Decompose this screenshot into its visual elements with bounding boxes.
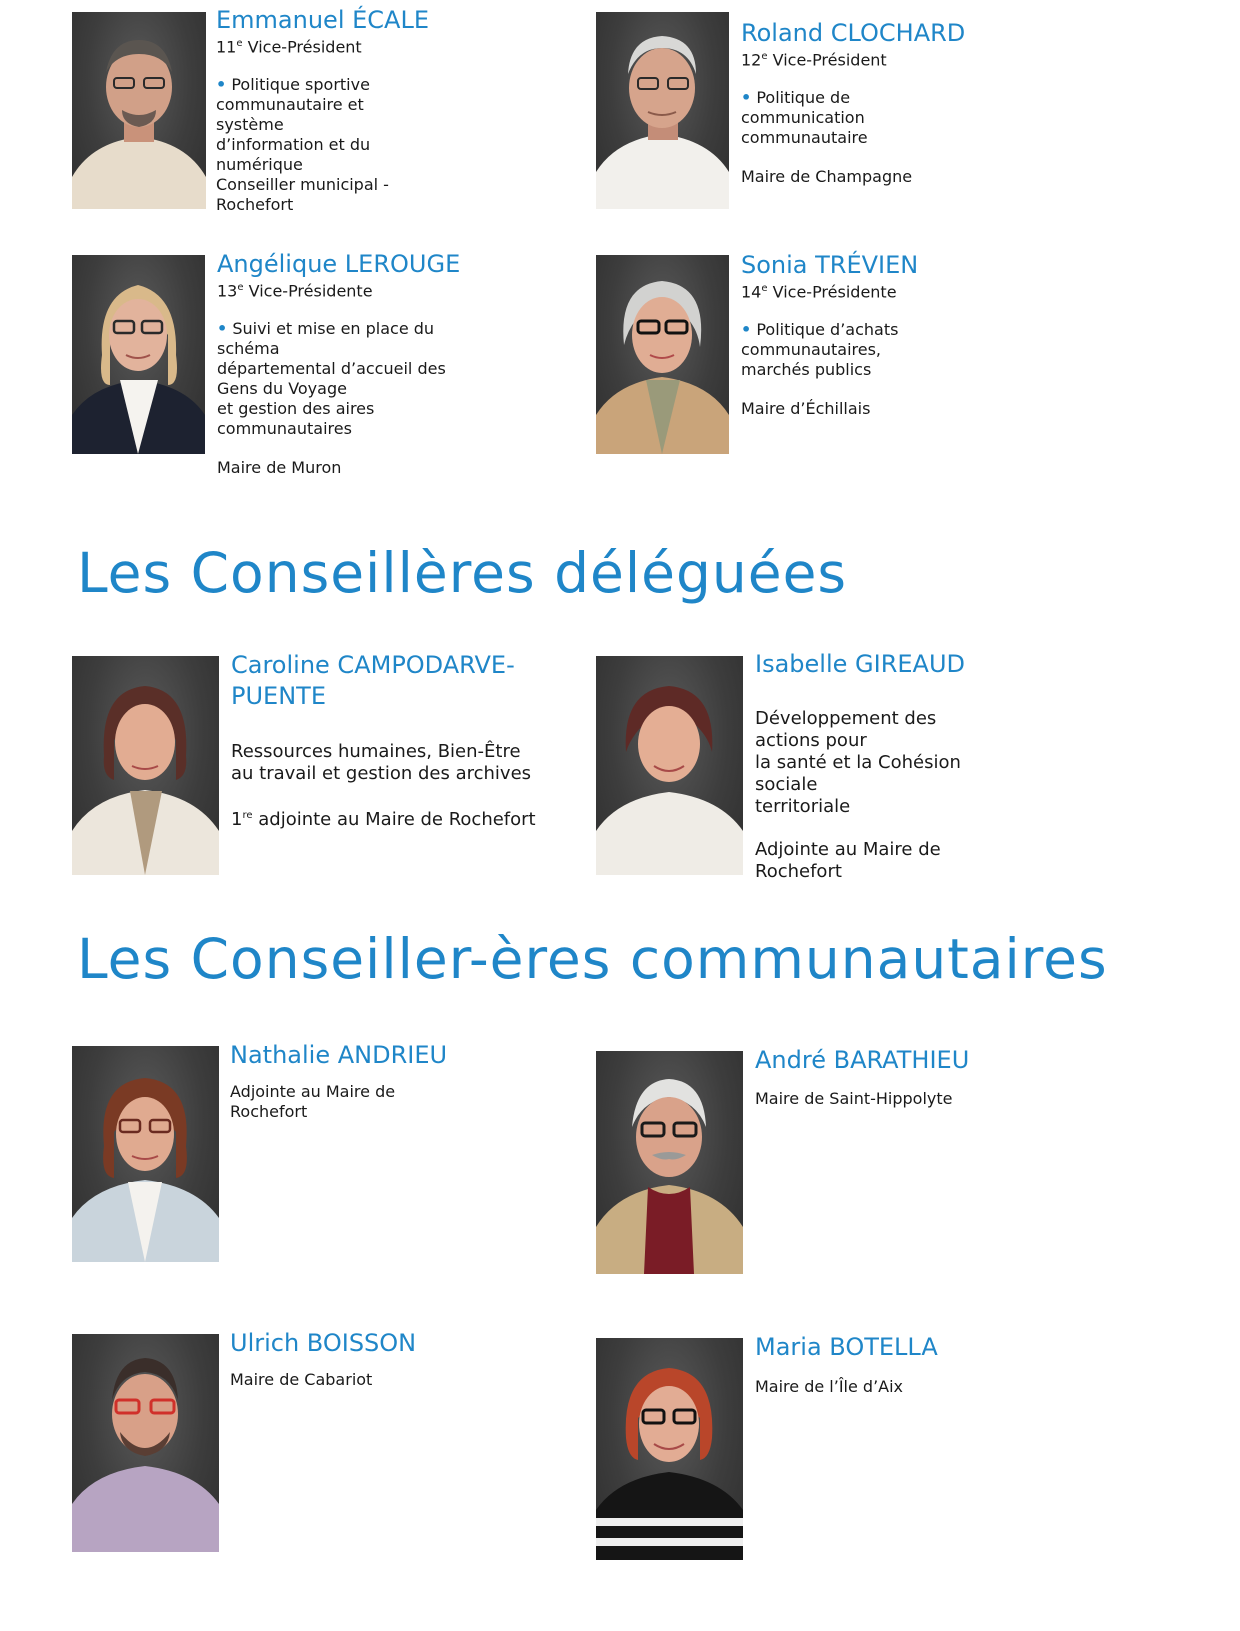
portrait-photo <box>596 1051 743 1274</box>
person-name: Caroline CAMPODARVE-PUENTE <box>231 651 515 710</box>
portrait-photo <box>596 255 729 454</box>
bullet-icon: • <box>216 75 227 95</box>
portrait-photo <box>596 656 743 875</box>
bullet-icon: • <box>217 319 228 339</box>
person-name: Emmanuel ÉCALE <box>216 6 429 34</box>
mandate: Adjointe au Maire de Rochefort <box>230 1082 396 1121</box>
portrait-photo <box>72 1334 219 1552</box>
mandate: Maire d’Échillais <box>741 399 871 419</box>
person-role: 12e Vice-Président <box>741 50 887 70</box>
portrait-photo <box>72 656 219 875</box>
person-role: 11e Vice-Président <box>216 37 362 57</box>
bullet-icon: • <box>741 88 752 108</box>
bullet-icon: • <box>741 320 752 340</box>
portrait-photo <box>596 1338 743 1560</box>
mission-item: • Politique d’achats communautaires, marchés publics <box>741 320 899 380</box>
portrait-photo <box>72 12 206 209</box>
delegation-description: Développement des actions pour la santé et la Cohésion sociale territoriale <box>755 708 961 817</box>
mission-item: • Suivi et mise en place du schéma départemental d’accueil des Gens du Voyage et gestion des aires communautaires <box>217 319 446 439</box>
person-name: Maria BOTELLA <box>755 1333 938 1361</box>
section-title-councillors: Les Conseiller-ères communautaires <box>77 927 1108 991</box>
mission-item: • Politique sportive communautaire et système d’information et du numérique <box>216 75 371 175</box>
mandate: Maire de Muron <box>217 458 342 478</box>
person-name: Isabelle GIREAUD <box>755 650 965 678</box>
portrait-photo <box>72 1046 219 1262</box>
person-name: Nathalie ANDRIEU <box>230 1041 448 1069</box>
mandate: Maire de Cabariot <box>230 1370 373 1389</box>
person-role: 13e Vice-Présidente <box>217 281 373 301</box>
mandate: Conseiller municipal - Rochefort <box>216 175 389 215</box>
person-name: Sonia TRÉVIEN <box>741 251 919 279</box>
person-name: Roland CLOCHARD <box>741 19 966 47</box>
delegation-description: Ressources humaines, Bien-Être au travail et gestion des archives <box>231 741 532 784</box>
mandate: Adjointe au Maire de Rochefort <box>755 839 941 882</box>
mandate: Maire de Saint-Hippolyte <box>755 1089 953 1108</box>
mandate: Maire de l’Île d’Aix <box>755 1377 904 1396</box>
portrait-photo <box>72 255 205 454</box>
person-name: Ulrich BOISSON <box>230 1329 417 1357</box>
section-title-delegates: Les Conseillères déléguées <box>77 541 848 605</box>
person-name: André BARATHIEU <box>755 1046 970 1074</box>
person-role: 14e Vice-Présidente <box>741 282 897 302</box>
portrait-photo <box>596 12 729 209</box>
mandate: 1re adjointe au Maire de Rochefort <box>231 809 536 830</box>
mandate: Maire de Champagne <box>741 167 913 187</box>
mission-item: • Politique de communication communautaire <box>741 88 868 148</box>
person-name: Angélique LEROUGE <box>217 250 461 278</box>
